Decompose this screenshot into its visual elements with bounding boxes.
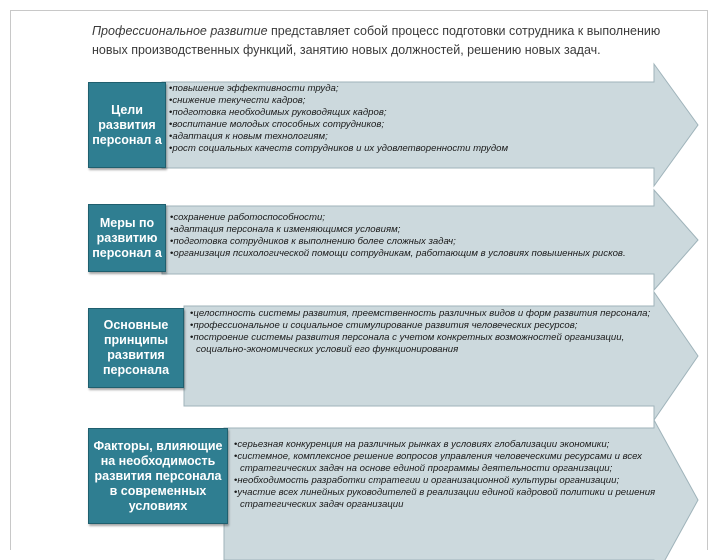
list-item: • подготовка сотрудников к выполнению более сложных задач;	[170, 236, 648, 248]
intro-definition: представляет собой процесс подготовки сотрудника к выполнению новых производственных функций, занятию новых должностей, решению новых задач.	[92, 24, 661, 57]
block-items-principles	[190, 308, 656, 356]
list-item: • воспитание молодых способных сотрудников;	[169, 119, 639, 131]
block-items-measures	[170, 212, 648, 260]
list-item: • целостность системы развития, преемственность различных видов и форм развития персонала;	[190, 308, 656, 320]
block-items-factors	[234, 439, 674, 511]
list-item: • рост социальных качеств сотрудников и их удовлетворенности трудом	[169, 143, 639, 155]
list-item: • серьезная конкуренция на различных рынках в условиях глобализации экономики;	[234, 439, 674, 451]
block-label-factors: Факторы, влияющие на необходимость развития персонала в современных условиях	[88, 428, 228, 524]
list-item: • необходимость разработки стратегии и организационной культуры организации;	[234, 475, 674, 487]
list-item: • профессиональное и социальное стимулирование развития человеческих ресурсов;	[190, 320, 656, 332]
list-item: • организация психологической помощи сотрудникам, работающим в условиях повышенных рисков.	[170, 248, 648, 260]
list-item: • подготовка необходимых руководящих кадров;	[169, 107, 639, 119]
block-principles	[84, 292, 699, 420]
block-label-principles: Основные принципы развития персонала	[88, 308, 184, 388]
list-item: • снижение текучести кадров;	[169, 95, 639, 107]
block-label-measures: Меры по развитию персонал а	[88, 204, 166, 272]
intro-text	[92, 22, 692, 60]
block-label-goals: Цели развития персонал а	[88, 82, 166, 168]
list-item: • адаптация персонала к изменяющимся условиям;	[170, 224, 648, 236]
block-items-goals	[169, 83, 639, 155]
block-goals	[84, 64, 699, 186]
list-item: • участие всех линейных руководителей в реализации единой кадровой политики и решения стратегических задач организации	[234, 487, 674, 511]
intro-term: Профессиональное развитие	[92, 24, 268, 38]
block-factors	[84, 420, 699, 540]
block-measures	[84, 190, 699, 290]
list-item: • сохранение работоспособности;	[170, 212, 648, 224]
list-item: • системное, комплексное решение вопросов управления человеческими ресурсами и всех стратегических задач на основе единой программы деятельности организации;	[234, 451, 674, 475]
list-item: • адаптация к новым технологиям;	[169, 131, 639, 143]
list-item: • построение системы развития персонала с учетом конкретных возможностей организации, социально-экономических условий его функционирования	[190, 332, 656, 356]
list-item: • повышение эффективности труда;	[169, 83, 639, 95]
